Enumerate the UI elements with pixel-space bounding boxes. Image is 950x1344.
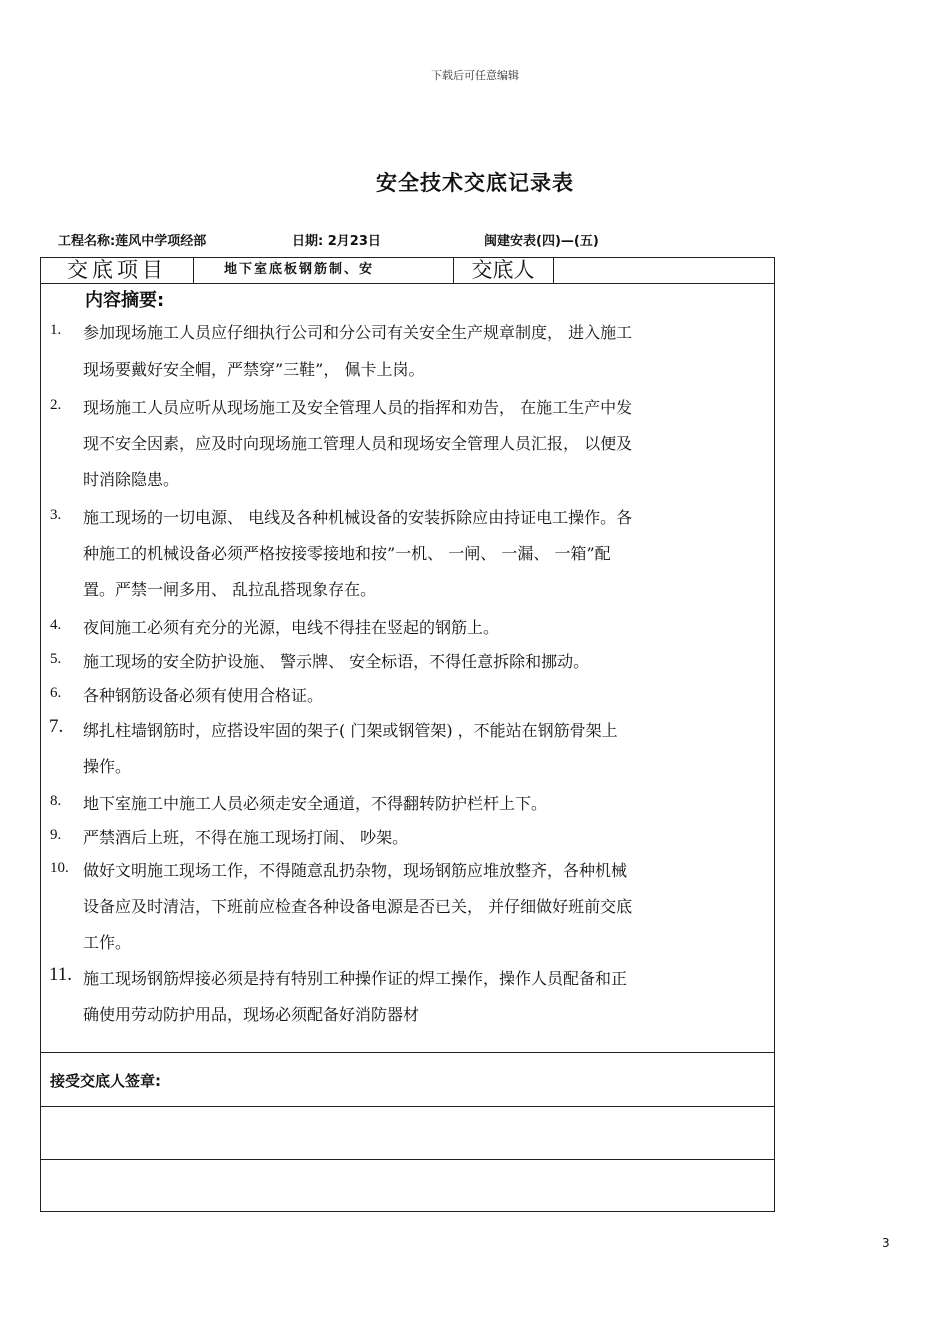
signature-label: 接受交底人签章: xyxy=(50,1072,161,1090)
header-note: 下载后可任意编辑 xyxy=(431,69,519,82)
summary-label: 内容摘要: xyxy=(85,290,165,311)
record-form: 交底项目 地下室底板钢筋制、安 交底人 内容摘要: 1. 参加现场施工人员应仔细执行公司和分公司有关安全生产规章制度， 进入施工 现场要戴好安全帽，严禁穿”三鞋”， 佩卡上岗。 2. 现场施工人员应听从现场施工及安全管理人员的指挥和劝告， 在施工生产中发 现不安全因素，应及时向现场施工管理人员和现场安全管理人员汇报， 以便及 时消除隐患。 3. 施工现场的一切电源、 电线及各种机械设备的安装拆除应由持证电工操作。各 种施工的机械设备必须严格按接零接地和按”一机、 一闸、 一漏、 一箱”配 置。严禁一闸多用、 乱拉乱搭现象存在。 4. 夜间施工必须有充分的光源，电线不得挂在竖起的钢筋上。 5. 施工现场的安全防护设施、 警示牌、 安全标语，不得任意拆除和挪动。 6. 各种钢筋设备必须有使用合格证。 7. 绑扎柱墙钢筋时，应搭设牢固的架子( 门架或钢管架) ，不能站在钢筋骨架上 操作。 8. 地下室施工中施工人员必须走安全通道，不得翻转防护栏杆上下。 9. 严禁酒后上班，不得在施工现场打闹、 吵架。 10. 做好文明施工现场工作，不得随意乱扔杂物，现场钢筋应堆放整齐，各种机械 设备应及时清洁，下班前应检查各种设备电源是否已关， 并仔细做好班前交底 工作。 11. 施工现场钢筋焊接必须是持有特别工种操作证的焊工操作，操作人员配备和正 确使用劳动防护用品，现场必须配备好消防器材 接受交底人签章: xyxy=(40,257,775,1212)
project-value: 地下室底板钢筋制、安 xyxy=(224,262,375,277)
giver-label: 交底人 xyxy=(471,258,535,282)
page-number: 3 xyxy=(882,1236,890,1250)
page-title: 安全技术交底记录表 xyxy=(376,171,574,195)
date-field: 日期: 2月23日 xyxy=(292,234,381,249)
divider xyxy=(553,258,554,283)
project-name: 工程名称:莲风中学项经部 xyxy=(58,234,207,249)
item-label: 交底项目 xyxy=(67,258,167,282)
divider xyxy=(41,1159,774,1160)
form-code: 闽建安表(四)—(五) xyxy=(484,234,599,249)
divider xyxy=(41,283,774,284)
divider xyxy=(41,1106,774,1107)
divider xyxy=(41,1052,774,1053)
divider xyxy=(193,258,194,283)
